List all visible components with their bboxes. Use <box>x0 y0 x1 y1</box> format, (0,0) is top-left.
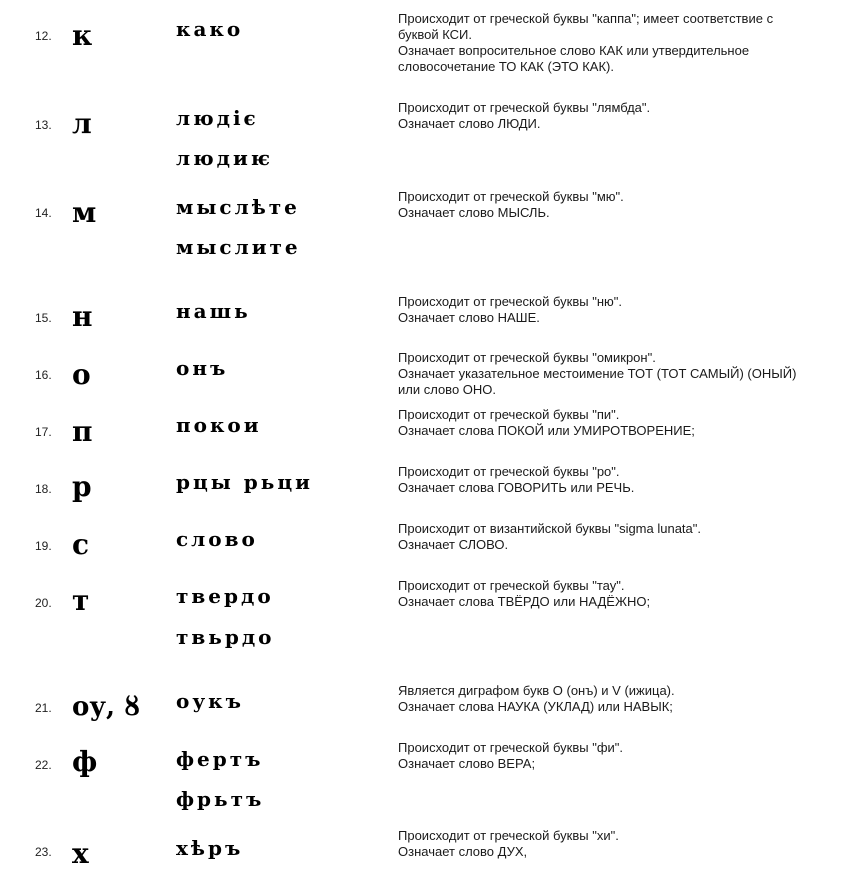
description-line: Происходит от греческой буквы "каппа"; имеет соответствие с <box>398 11 774 26</box>
letter-name: людіє <box>176 106 259 130</box>
letter-description <box>398 740 848 772</box>
glyph-letter: о <box>72 358 91 391</box>
description-line: или слово ОНО. <box>398 382 497 397</box>
letter-name: твердо <box>176 584 274 608</box>
description-line: Происходит от греческой буквы "ню". <box>398 294 622 309</box>
row-number: 12. <box>35 29 52 43</box>
row-number: 14. <box>35 206 52 220</box>
glyph-letter: х <box>72 837 89 870</box>
letter-description <box>398 464 848 496</box>
letter-description <box>398 100 848 132</box>
letter-name: мыслѣте <box>176 195 300 219</box>
description-line: Означает слова ПОКОЙ или УМИРОТВОРЕНИЕ; <box>398 423 695 438</box>
letter-description <box>398 578 848 610</box>
letter-description <box>398 350 848 398</box>
description-line: словосочетание ТО КАК (ЭТО КАК). <box>398 59 614 74</box>
description-line: Означает слова ТВЁРДО или НАДЁЖНО; <box>398 594 651 609</box>
description-line: буквой КСИ. <box>398 27 472 42</box>
row-number: 23. <box>35 845 52 859</box>
letter-description <box>398 11 848 75</box>
letter-description <box>398 828 848 860</box>
glyph-letter: м <box>72 196 97 229</box>
description-line: Происходит от греческой буквы "пи". <box>398 407 620 422</box>
letter-name: хѣръ <box>176 836 244 860</box>
letter-name: слово <box>176 527 258 551</box>
row-number: 22. <box>35 758 52 772</box>
letter-name: рцы рьци <box>176 470 313 494</box>
letter-description <box>398 294 848 326</box>
letter-name: покои <box>176 413 262 437</box>
letter-name: како <box>176 17 244 41</box>
row-number: 16. <box>35 368 52 382</box>
glyph-letter: т <box>72 584 90 617</box>
glyph-letter: оу, ȣ <box>72 692 141 722</box>
description-line: Происходит от греческой буквы "мю". <box>398 189 624 204</box>
letter-name: нашь <box>176 299 251 323</box>
description-line: Происходит от греческой буквы "фи". <box>398 740 624 755</box>
row-number: 19. <box>35 539 52 553</box>
letter-name: оукъ <box>176 689 244 713</box>
description-line: Означает слово ЛЮДИ. <box>398 116 541 131</box>
letter-description <box>398 521 848 553</box>
letter-name: фертъ <box>176 747 264 771</box>
description-line: Означает слово НАШЕ. <box>398 310 540 325</box>
glyph-letter: р <box>72 470 92 503</box>
description-line: Означает вопросительное слово КАК или утвердительное <box>398 43 750 58</box>
description-line: Происходит от греческой буквы "ро". <box>398 464 620 479</box>
description-line: Происходит от греческой буквы "лямбда". <box>398 100 651 115</box>
letter-name-variant: мыслите <box>176 235 301 259</box>
letter-description <box>398 683 848 715</box>
row-number: 17. <box>35 425 52 439</box>
description-line: Происходит от греческой буквы "омикрон". <box>398 350 656 365</box>
description-line: Означает СЛОВО. <box>398 537 509 552</box>
description-line: Означает слово МЫСЛЬ. <box>398 205 550 220</box>
row-number: 13. <box>35 118 52 132</box>
description-line: Означает слово ДУХ, <box>398 844 528 859</box>
description-line: Означает указательное местоимение ТОТ (ТОТ САМЫЙ) (ОНЫЙ) <box>398 366 797 381</box>
description-line: Происходит от византийской буквы "sigma lunata". <box>398 521 701 536</box>
letter-name-variant: фрьтъ <box>176 787 265 811</box>
description-line: Означает слова ГОВОРИТЬ или РЕЧЬ. <box>398 480 635 495</box>
description-line: Означает слово ВЕРА; <box>398 756 536 771</box>
description-line: Означает слова НАУКА (УКЛАД) или НАВЫК; <box>398 699 673 714</box>
row-number: 15. <box>35 311 52 325</box>
row-number: 18. <box>35 482 52 496</box>
description-line: Является диграфом букв О (онъ) и V (ижица). <box>398 683 675 698</box>
letter-name: онъ <box>176 356 229 380</box>
glyph-letter: п <box>72 415 93 448</box>
glyph-letter: ф <box>72 745 98 778</box>
row-number: 21. <box>35 701 52 715</box>
glyph-letter: с <box>72 528 90 561</box>
glyph-letter: л <box>72 107 92 140</box>
letter-description <box>398 189 848 221</box>
letter-description <box>398 407 848 439</box>
description-line: Происходит от греческой буквы "тау". <box>398 578 625 593</box>
description-line: Происходит от греческой буквы "хи". <box>398 828 619 843</box>
glyph-letter: к <box>72 19 93 52</box>
letter-name-variant: твьрдо <box>176 625 275 649</box>
letter-name-variant: людиѥ <box>176 146 274 170</box>
glyph-letter: н <box>72 300 93 333</box>
row-number: 20. <box>35 596 52 610</box>
